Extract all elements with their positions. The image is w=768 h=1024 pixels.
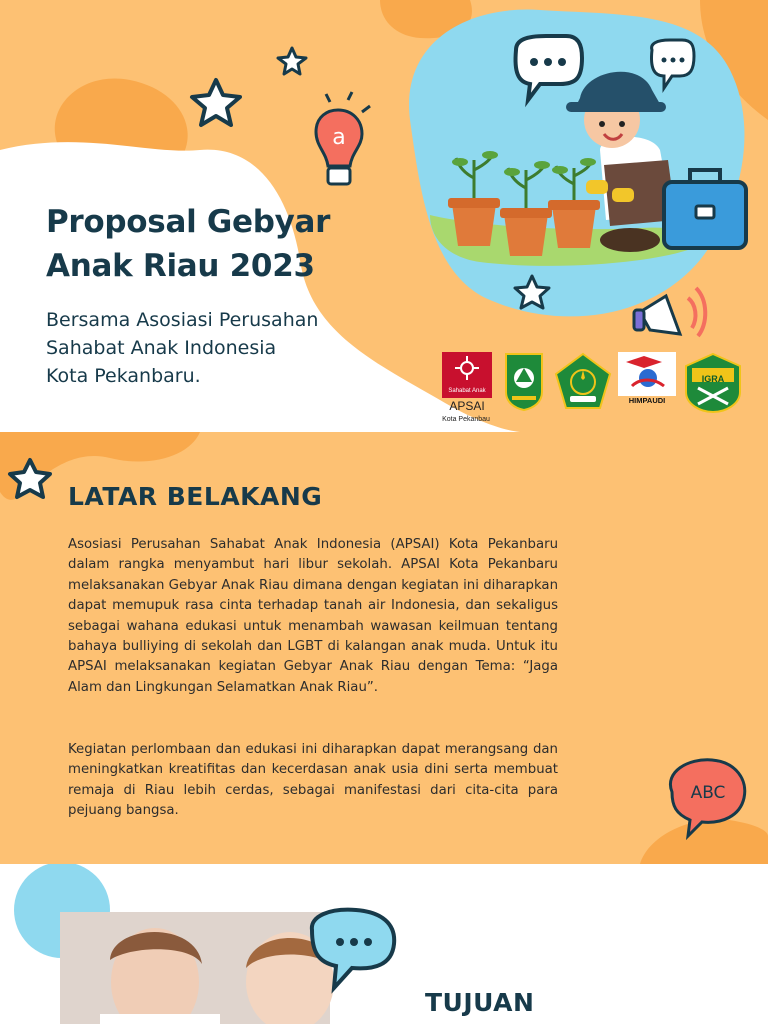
section-decoration — [0, 864, 768, 1024]
latar-belakang-paragraph-1: Asosiasi Perusahan Sahabat Anak Indonesia (APSAI) Kota Pekanbaru dalam rangka menyambut hari libur sekolah. APSAI Kota Pekanbaru melaksanakan Gebyar Anak Riau dimana dengan kegiatan ini diharapkan dapat memupuk rasa cinta terhadap tanah air Indonesia, dan sekaligus sebagai wahana edukasi untuk menambah wawasan keilmuan tentang bahaya bulliying di sekolah dan LGBT di kalangan anak muda. Untuk itu APSAI melaksanakan kegiatan Gebyar Anak Riau dengan Tema: “Jaga Alam dan Lingkungan Selamatkan Anak Riau”. — [68, 537, 558, 695]
cover-section — [0, 0, 768, 432]
svg-text:a: a — [332, 125, 346, 150]
apsai-logo — [442, 352, 492, 426]
apsai-subcaption: Kota Pekanbau — [442, 416, 490, 423]
sponsor-logos — [442, 352, 752, 426]
svg-text:ABC: ABC — [690, 783, 726, 803]
svg-text:Sahabat Anak: Sahabat Anak — [448, 388, 486, 394]
subtitle-line: Kota Pekanbaru. — [46, 365, 201, 387]
proposal-title: Proposal Gebyar Anak Riau 2023 — [46, 204, 331, 284]
latar-belakang-heading: LATAR BELAKANG — [68, 482, 323, 511]
himpaudi-logo — [618, 352, 676, 414]
subtitle-line: Bersama Asosiasi Perusahan — [46, 309, 319, 331]
star-icon — [192, 80, 240, 125]
tujuan-section — [0, 864, 768, 1024]
apsai-caption: APSAI — [449, 399, 485, 413]
mother-child-photo — [60, 912, 334, 1024]
briefcase-icon — [664, 170, 746, 248]
latar-belakang-section — [0, 432, 768, 864]
igra-caption: IGRA — [701, 374, 725, 384]
kemenag-emblem-logo — [554, 352, 612, 412]
tujuan-heading: TUJUAN — [425, 988, 535, 1017]
subtitle-line: Sahabat Anak Indonesia — [46, 337, 277, 359]
proposal-subtitle — [46, 306, 376, 390]
igra-logo — [682, 352, 744, 414]
riau-emblem-logo — [504, 352, 544, 412]
light-bulb-icon — [316, 92, 370, 184]
star-icon — [278, 48, 306, 74]
himpaudi-caption: HIMPAUDI — [628, 396, 666, 405]
latar-belakang-paragraph-2: Kegiatan perlombaan dan edukasi ini diharapkan dapat merangsang dan meningkatkan kreatifitas dan kecerdasan anak usia dini serta membuat remaja di Riau lebih cerdas, sebagai manifestasi dari cita-cita para pejuang bangsa. — [68, 742, 558, 819]
